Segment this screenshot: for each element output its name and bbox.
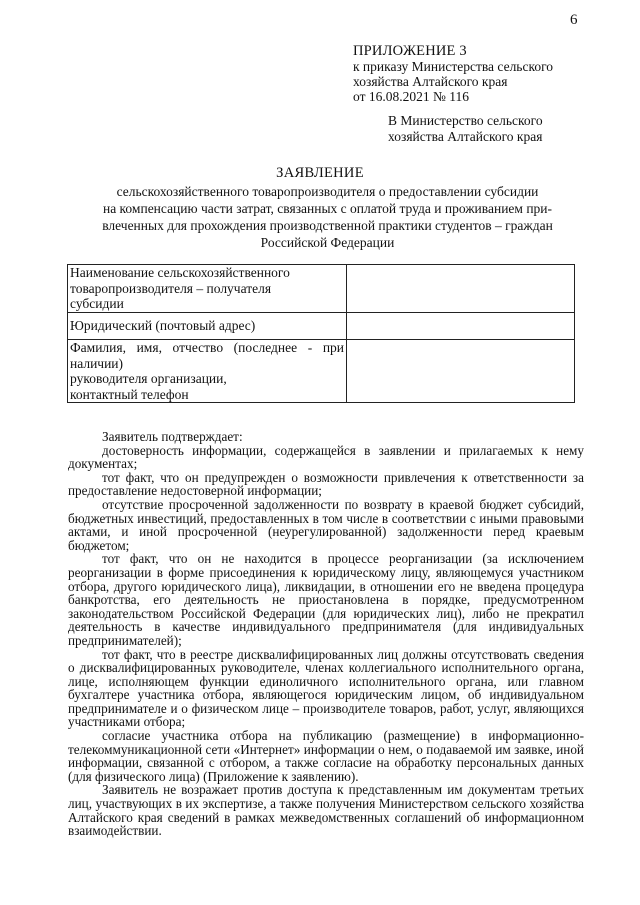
head-contact-value-field[interactable] [347, 340, 575, 403]
paragraph-third-party-access: Заявитель не возражает против доступа к представленным им документам третьих лиц, участвующих в их экспертизе, а также получения Министерством сельского хозяйства Алтайского края сведений в рамках межведомственных соглашений об информационном взаимодействии. [68, 782, 584, 839]
appendix-line: от 16.08.2021 № 116 [353, 89, 469, 104]
paragraph-liability: тот факт, что он предупрежден о возможности привлечения к ответственности за предоставление недостоверной информации; [68, 469, 584, 499]
paragraph-no-debt: отсутствие просроченной задолженности по возврату в краевой бюджет субсидий, бюджетных инвестиций, предоставленных в том числе в соответствии с иными правовыми актами, и иной просроченной (неурегулированной) задолженности перед краевым бюджетом; [68, 496, 584, 553]
address-value-field[interactable] [347, 312, 575, 340]
document-title: ЗАЯВЛЕНИЕ [276, 165, 364, 181]
label-line: контактный телефон [70, 386, 189, 402]
label-line: наличии) [70, 355, 124, 371]
appendix-header [353, 44, 553, 104]
label-line: Юридический (почтовый адрес) [70, 317, 256, 333]
addressee-block [388, 113, 543, 145]
row-label-head-contact [68, 340, 347, 403]
label-line: товаропроизводителя – получателя [70, 280, 272, 296]
paragraph-reliability: достоверность информации, содержащейся в заявлении и прилагаемых к нему документах; [68, 442, 584, 472]
appendix-line: хозяйства Алтайского края [353, 74, 508, 89]
table-row [68, 312, 575, 340]
label-line: субсидии [70, 296, 124, 311]
paragraph-intro: Заявитель подтверждает: [102, 429, 243, 444]
subtitle-line: на компенсацию части затрат, связанных с оплатой труда и проживанием при- [102, 201, 553, 216]
subtitle-line: сельскохозяйственного товаропроизводителя о предоставлении субсидии [116, 184, 539, 199]
paragraph-no-reorganization: тот факт, что он не находится в процессе реорганизации (за исключением реорганизации в форме присоединения к юридическому лицу, являющемуся участником отбора, другого юридического лица), ликвидации, в отношении его не введена процедура банкротства, его деятельность не приостановлена в порядке, предусмотренном законодательством Российской Федерации (для юридических лиц), либо не прекратил деятельность в качестве индивидуального предпринимателя (для индивидуальных предпринимателей); [68, 551, 584, 648]
table-row [68, 265, 575, 313]
document-subtitle [70, 183, 585, 251]
label-line: Наименование сельскохозяйственного [70, 265, 290, 280]
paragraph-publication-consent: согласие участника отбора на публикацию (размещение) в информационно-телекоммуникационной сети «Интернет» информации о нем, о подаваемой им заявке, иной информации, связанной с отбором, а также согласие на обработку персональных данных (для физического лица) (Приложение к заявлению). [68, 728, 584, 784]
appendix-title: ПРИЛОЖЕНИЕ 3 [353, 43, 467, 59]
statement-body [68, 430, 584, 838]
label-line: руководителя организации, [70, 371, 227, 386]
addressee-line: хозяйства Алтайского края [388, 129, 543, 144]
row-label-address [68, 312, 347, 340]
recipient-value-field[interactable] [347, 265, 575, 313]
paragraph-disqualified-registry: тот факт, что в реестре дисквалифицированных лиц должны отсутствовать сведения о дисквалифицированных руководителе, членах коллегиального исполнительного органа, лице, исполняющем функции единоличного исполнительного органа, или главном бухгалтере участника отбора, являющегося юридическим лицом, об индивидуальном предпринимателе и о физическом лице – производителе товаров, работ, услуг, являющихся участниками отбора; [68, 646, 584, 730]
page-number: 6 [570, 12, 578, 28]
table-row [68, 340, 575, 403]
row-label-recipient [68, 265, 347, 313]
label-line: Фамилия, имя, отчество (последнее - при [70, 340, 345, 355]
appendix-line: к приказу Министерства сельского [353, 59, 554, 74]
subtitle-line: влеченных для прохождения производственной практики студентов – граждан [102, 218, 553, 233]
addressee-line: В Министерство сельского [388, 113, 543, 128]
applicant-info-table [67, 264, 575, 403]
subtitle-line: Российской Федерации [260, 235, 395, 250]
